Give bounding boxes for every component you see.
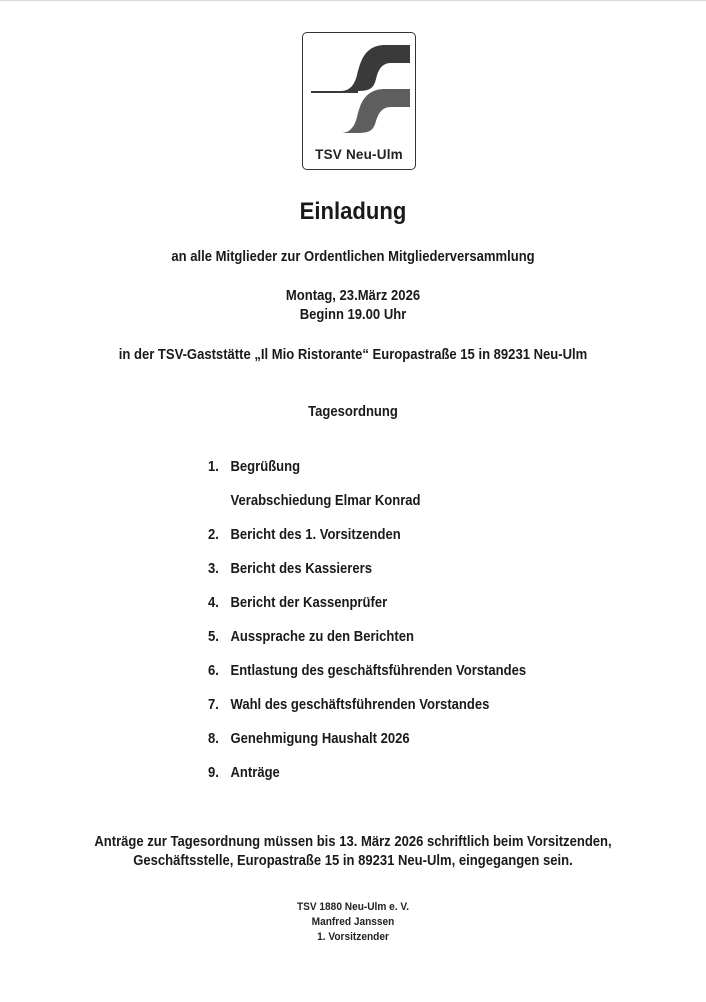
agenda-item <box>208 559 372 579</box>
agenda-item <box>208 525 401 545</box>
notice-line-2: Geschäftsstelle, Europastraße 15 in 89231 Neu-Ulm, eingegangen sein. <box>133 853 573 869</box>
agenda-item-label: Bericht der Kassenprüfer <box>230 595 388 611</box>
club-logo <box>302 32 416 170</box>
document-title: Einladung <box>299 198 407 225</box>
page-top-border <box>0 0 706 1</box>
agenda-heading: Tagesordnung <box>308 404 398 420</box>
agenda-item-label: Genehmigung Haushalt 2026 <box>230 731 410 747</box>
agenda-item-number: 1. <box>208 459 219 475</box>
notice-line-1: Anträge zur Tagesordnung müssen bis 13. März 2026 schriftlich beim Vorsitzenden, <box>94 834 612 850</box>
subtitle: an alle Mitglieder zur Ordentlichen Mitgliederversammlung <box>171 249 535 265</box>
agenda-item-number: 7. <box>208 697 219 713</box>
agenda-item-number: 8. <box>208 731 219 747</box>
signature-name: Manfred Janssen <box>311 916 395 928</box>
agenda-item-label: Bericht des Kassierers <box>230 561 372 577</box>
agenda-item-number: 4. <box>208 595 219 611</box>
agenda-item-label: Aussprache zu den Berichten <box>230 629 414 645</box>
agenda-item <box>208 729 410 749</box>
agenda-item-number: 5. <box>208 629 219 645</box>
signature-org: TSV 1880 Neu-Ulm e. V. <box>296 901 410 913</box>
agenda-item-label: Anträge <box>230 765 280 781</box>
agenda-item-number: 6. <box>208 663 219 679</box>
agenda-item-label: Wahl des geschäftsführenden Vorstandes <box>230 697 490 713</box>
logo-label: TSV Neu-Ulm <box>315 147 403 162</box>
agenda-item-label: Entlastung des geschäftsführenden Vorstandes <box>230 663 527 679</box>
agenda-item <box>208 491 421 511</box>
meeting-time: Beginn 19.00 Uhr <box>299 307 407 323</box>
agenda-item-label: Begrüßung <box>230 459 301 475</box>
agenda-item <box>208 695 489 715</box>
agenda-item-number: 2. <box>208 527 219 543</box>
agenda-item-label: Verabschiedung Elmar Konrad <box>230 493 421 509</box>
agenda-item <box>208 593 387 613</box>
meeting-venue: in der TSV-Gaststätte „Il Mio Ristorante“ Europastraße 15 in 89231 Neu-Ulm <box>118 347 588 363</box>
meeting-date: Montag, 23.März 2026 <box>285 288 421 304</box>
agenda-item-number: 3. <box>208 561 219 577</box>
signature-role: 1. Vorsitzender <box>317 931 389 943</box>
agenda-item-number: 9. <box>208 765 219 781</box>
agenda-item <box>208 457 300 477</box>
agenda-item <box>208 661 526 681</box>
agenda-item <box>208 627 414 647</box>
agenda-item <box>208 763 280 783</box>
agenda-item-label: Bericht des 1. Vorsitzenden <box>230 527 401 543</box>
